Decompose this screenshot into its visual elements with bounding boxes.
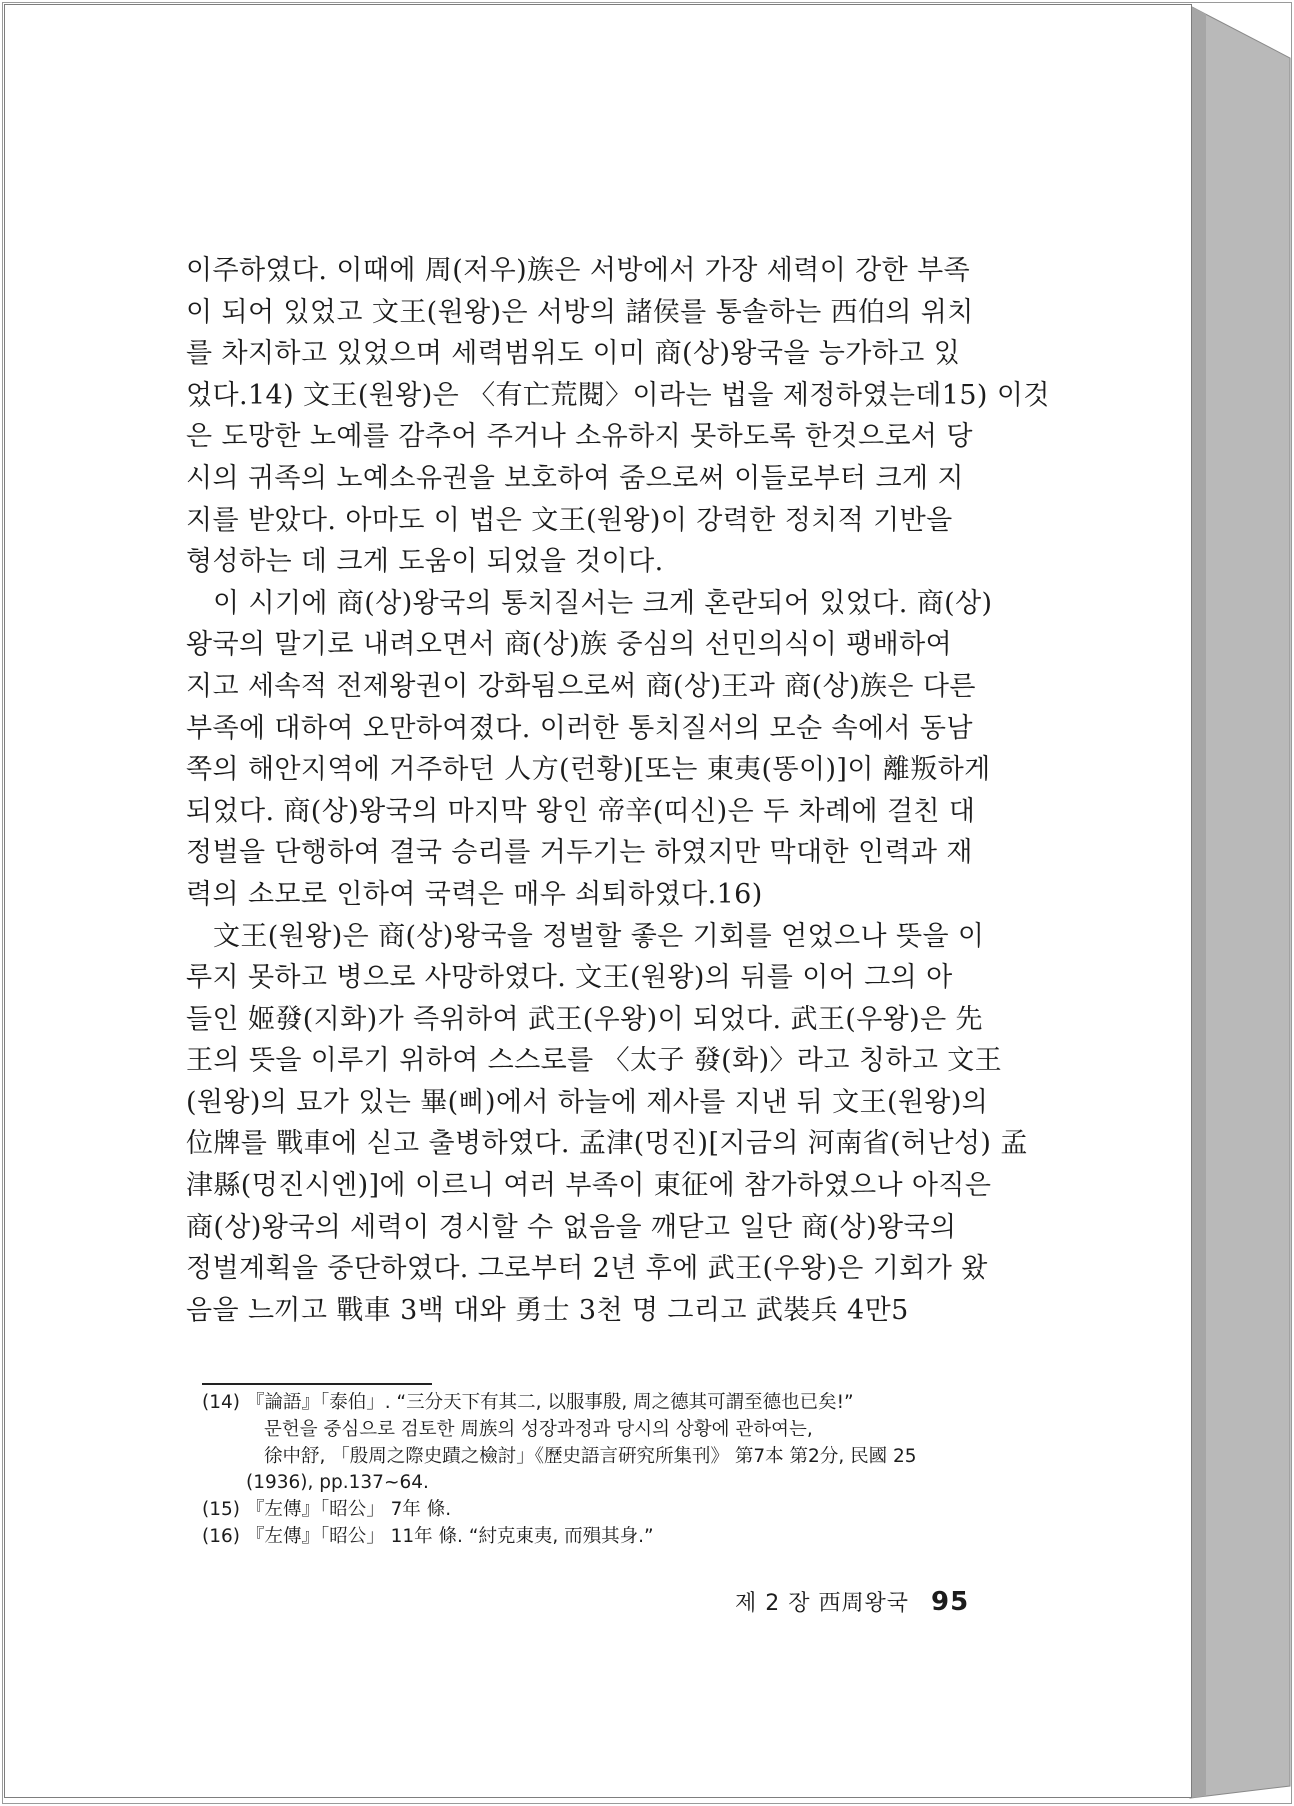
text-line: 를 차지하고 있었으며 세력범위도 이미 商(상)왕국을 능가하고 있 <box>186 338 961 370</box>
text-line: 商(상)왕국의 세력이 경시할 수 없음을 깨닫고 일단 商(상)왕국의 <box>186 1211 957 1243</box>
text-line: 정벌을 단행하여 결국 승리를 거두기는 하였지만 막대한 인력과 재 <box>186 837 973 869</box>
text-line: 음을 느끼고 戰車 3백 대와 勇士 3천 명 그리고 武裝兵 4만5 <box>186 1294 909 1326</box>
text-line: 었다.14) 文王(원왕)은 〈有亡荒閱〉이라는 법을 제정하였는데15) 이것 <box>186 379 1050 411</box>
text-line: 부족에 대하여 오만하여졌다. 이러한 통치질서의 모순 속에서 동남 <box>186 712 973 744</box>
footnote-number: (14) <box>202 1392 240 1413</box>
footnote-body <box>246 1390 1018 1497</box>
footnote-line: 『左傳』「昭公」 11年 條. “紂克東夷, 而殞其身.” <box>246 1525 654 1547</box>
text-line: 은 도망한 노예를 감추어 주거나 소유하지 못하도록 한것으로서 당 <box>186 421 973 453</box>
paragraph <box>186 250 1050 583</box>
chapter-label: 제 2 장 西周왕국 <box>735 1591 909 1616</box>
text-line: 루지 못하고 병으로 사망하였다. 文王(원왕)의 뒤를 이어 그의 아 <box>186 962 953 994</box>
body-text <box>186 250 1050 1331</box>
paragraph <box>186 583 1018 625</box>
text-line: 되었다. 商(상)왕국의 마지막 왕인 帝辛(띠신)은 두 차례에 걸친 대 <box>186 795 976 827</box>
text-line: 력의 소모로 인하여 국력은 매우 쇠퇴하였다.16) <box>186 878 763 910</box>
footnotes <box>202 1390 1018 1551</box>
text-line: 들인 姬發(지화)가 즉위하여 武王(우왕)이 되었다. 武王(우왕)은 先 <box>186 1003 983 1035</box>
text-line: 王의 뜻을 이루기 위하여 스스로를 〈太子 發(화)〉라고 칭하고 文王 <box>186 1045 1003 1077</box>
text-line: 文王(원왕)은 商(상)왕국을 정벌할 좋은 기회를 얻었으나 뜻을 이 <box>213 920 985 952</box>
footnote-line: 『論語』「泰伯」. “三分天下有其二, 以服事殷, 周之德其可謂至德也已矣!” <box>246 1392 854 1413</box>
footnote-body <box>246 1497 1018 1524</box>
text-line: 津縣(멍진시엔)]에 이르니 여러 부족이 東征에 참가하였으나 아직은 <box>186 1170 992 1202</box>
footnote-rule <box>202 1383 432 1385</box>
footnote-body <box>246 1524 1018 1551</box>
footnote-16 <box>202 1524 1018 1551</box>
text-line: 이 되어 있었고 文王(원왕)은 서방의 諸侯를 통솔하는 西伯의 위치 <box>186 296 974 328</box>
footnote-number: (16) <box>202 1525 240 1547</box>
paragraph <box>186 957 1028 1331</box>
footnote-14 <box>202 1390 1018 1497</box>
footnote-number: (15) <box>202 1499 240 1521</box>
text-line: 位牌를 戰車에 싣고 출병하였다. 孟津(멍진)[지금의 河南省(허난성) 孟 <box>186 1128 1028 1160</box>
text-line: 형성하는 데 크게 도움이 되었을 것이다. <box>186 546 664 578</box>
paragraph <box>186 916 1018 958</box>
text-line: 쪽의 해안지역에 거주하던 人方(런황)[또는 東夷(똥이)]이 離叛하게 <box>186 754 991 786</box>
footnote-line: 『左傳』「昭公」 7年 條. <box>246 1499 452 1521</box>
footnote-line: (1936), pp.137~64. <box>246 1472 429 1494</box>
text-line: 왕국의 말기로 내려오면서 商(상)族 중심의 선민의식이 팽배하여 <box>186 629 953 661</box>
running-footer <box>735 1586 969 1617</box>
text-line: 정벌계획을 중단하였다. 그로부터 2년 후에 武王(우왕)은 기회가 왔 <box>186 1253 988 1285</box>
text-line: 지고 세속적 전제왕권이 강화됨으로써 商(상)王과 商(상)族은 다른 <box>186 670 976 702</box>
text-line: 이 시기에 商(상)왕국의 통치질서는 크게 혼란되어 있었다. 商(상) <box>213 587 993 619</box>
text-line: 이주하였다. 이때에 周(저우)族은 서방에서 가장 세력이 강한 부족 <box>186 255 971 286</box>
text-line: (원왕)의 묘가 있는 畢(삐)에서 하늘에 제사를 지낸 뒤 文王(원왕)의 <box>186 1086 989 1118</box>
text-line: 지를 받았다. 아마도 이 법은 文王(원왕)이 강력한 정치적 기반을 <box>186 504 953 536</box>
page-number: 95 <box>931 1587 970 1617</box>
footnote-15 <box>202 1497 1018 1524</box>
paragraph <box>186 624 1018 915</box>
footnote-line: 문헌을 중심으로 검토한 周族의 성장과정과 당시의 상황에 관하여는, <box>264 1418 813 1440</box>
text-line: 시의 귀족의 노예소유권을 보호하여 줌으로써 이들로부터 크게 지 <box>186 462 964 494</box>
footnote-line: 徐中舒, 「殷周之際史蹟之檢討」《歷史語言硏究所集刊》 第7本 第2分, 民國 25 <box>264 1445 917 1467</box>
